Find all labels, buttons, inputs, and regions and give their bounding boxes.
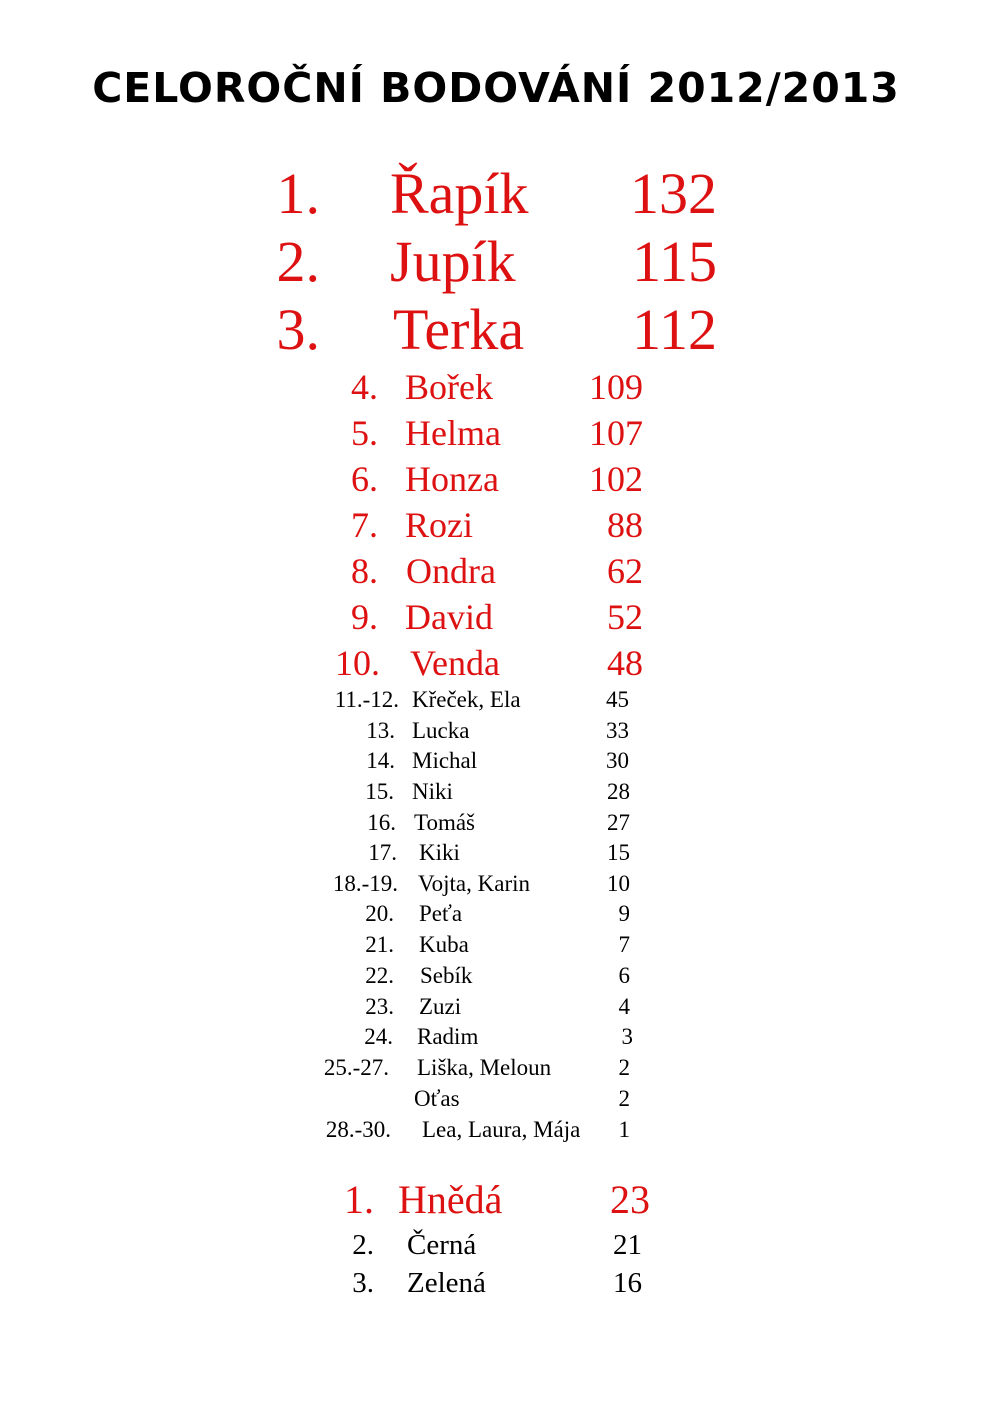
points: 23 <box>610 1177 650 1222</box>
player-name: Peťa <box>419 901 463 926</box>
rank: 4. <box>351 367 378 407</box>
player-name: Kuba <box>419 932 469 957</box>
points: 30 <box>606 748 629 773</box>
rank: 1. <box>276 161 320 226</box>
rank: 15. <box>365 779 394 804</box>
rank: 17. <box>368 840 397 865</box>
rank: 23. <box>365 994 394 1019</box>
player-name: Lucka <box>412 718 470 743</box>
points: 109 <box>589 367 643 407</box>
points: 2 <box>618 1055 630 1080</box>
points: 3 <box>621 1024 633 1049</box>
points: 115 <box>632 229 717 294</box>
rank: 2. <box>276 229 320 294</box>
team-name: Hnědá <box>398 1177 503 1222</box>
player-name: Ondra <box>406 551 496 591</box>
rank: 2. <box>352 1229 374 1261</box>
points: 112 <box>632 297 717 362</box>
player-name: Sebík <box>420 963 473 988</box>
rank: 22. <box>365 963 394 988</box>
points: 16 <box>613 1267 642 1299</box>
player-name: Liška, Meloun <box>417 1055 552 1080</box>
points: 45 <box>606 687 629 712</box>
rank: 10. <box>335 643 380 683</box>
rank: 1. <box>344 1177 374 1222</box>
points: 10 <box>607 871 630 896</box>
rank: 18.-19. <box>332 871 398 896</box>
points: 6 <box>618 963 630 988</box>
rank: 24. <box>364 1024 393 1049</box>
rank: 20. <box>365 901 394 926</box>
rank: 16. <box>367 810 396 835</box>
player-name: Venda <box>410 643 500 683</box>
player-name: Honza <box>405 459 499 499</box>
points: 9 <box>618 901 630 926</box>
rank: 6. <box>351 459 378 499</box>
rank: 3. <box>352 1267 374 1299</box>
player-name: Terka <box>393 297 525 362</box>
points: 107 <box>589 413 643 453</box>
rank: 21. <box>365 932 394 957</box>
player-name: Helma <box>405 413 501 453</box>
rank: 13. <box>366 718 395 743</box>
player-name: Bořek <box>405 367 493 407</box>
points: 102 <box>589 459 643 499</box>
rank: 28.-30. <box>325 1117 391 1142</box>
rank: 8. <box>351 551 378 591</box>
points: 52 <box>607 597 643 637</box>
points: 21 <box>613 1229 642 1261</box>
player-name: Křeček, Ela <box>412 687 521 712</box>
rank: 7. <box>351 505 378 545</box>
player-name: David <box>405 597 493 637</box>
points: 33 <box>606 718 629 743</box>
rank: 9. <box>351 597 378 637</box>
rank: 5. <box>351 413 378 453</box>
team-name: Černá <box>407 1229 477 1261</box>
rank: 25.-27. <box>323 1055 389 1080</box>
page-title: CELOROČNÍ BODOVÁNÍ 2012/2013 <box>92 64 900 112</box>
points: 1 <box>618 1117 630 1142</box>
points: 15 <box>607 840 630 865</box>
player-name: Tomáš <box>414 810 475 835</box>
points: 62 <box>607 551 643 591</box>
player-name: Jupík <box>390 229 516 294</box>
player-name: Michal <box>412 748 478 773</box>
points: 4 <box>618 994 630 1019</box>
points: 7 <box>618 932 630 957</box>
player-name: Zuzi <box>419 994 462 1019</box>
rank: 3. <box>276 297 320 362</box>
player-name: Niki <box>412 779 453 804</box>
player-name: Radim <box>417 1024 479 1049</box>
player-name: Lea, Laura, Mája <box>422 1117 581 1142</box>
player-name: Rozi <box>405 505 473 545</box>
points: 28 <box>607 779 630 804</box>
points: 2 <box>618 1086 630 1111</box>
points: 48 <box>607 643 643 683</box>
player-name: Vojta, Karin <box>418 871 531 896</box>
player-name: Oťas <box>414 1086 460 1111</box>
team-name: Zelená <box>407 1267 486 1299</box>
points: 132 <box>630 161 717 226</box>
points: 27 <box>607 810 630 835</box>
rank: 11.-12. <box>334 687 399 712</box>
player-name: Řapík <box>390 161 529 226</box>
player-name: Kiki <box>419 840 460 865</box>
points: 88 <box>607 505 643 545</box>
rank: 14. <box>366 748 395 773</box>
